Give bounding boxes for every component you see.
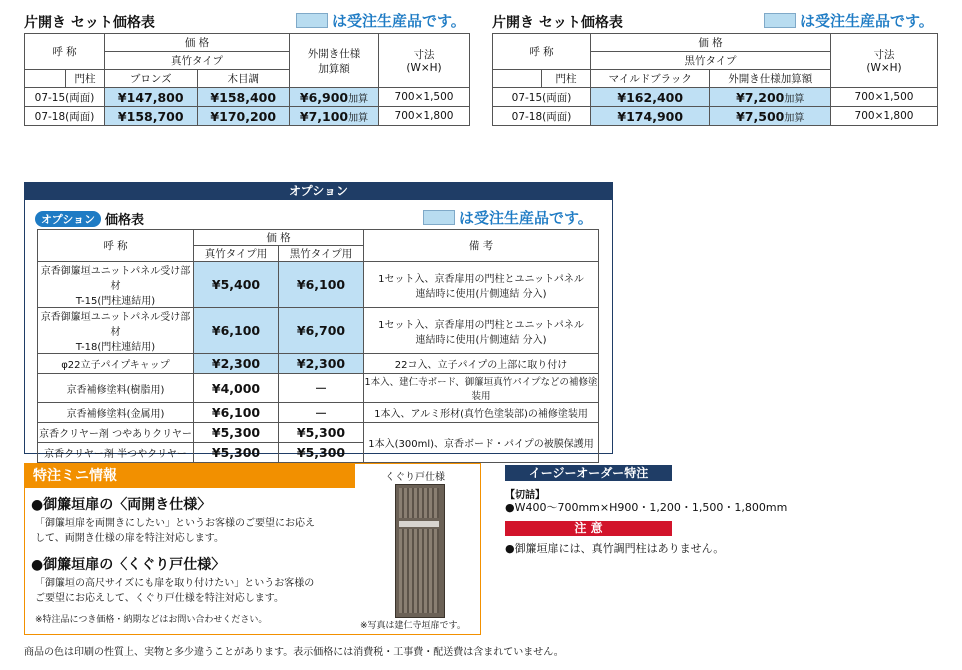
legend-swatch bbox=[764, 13, 796, 28]
legend-text: は受注生産品です。 bbox=[459, 209, 593, 227]
h-opt: 外開き仕様 加算額 bbox=[290, 34, 379, 88]
h-wood: 木目調 bbox=[197, 70, 290, 88]
table2-title: 片開き セット価格表 bbox=[492, 15, 623, 31]
h-type: 真竹タイプ bbox=[105, 52, 290, 70]
option-legend bbox=[423, 207, 593, 228]
h-note: 備 考 bbox=[364, 230, 599, 262]
mini-bar: 特注ミニ情報 bbox=[25, 464, 355, 488]
table1-legend bbox=[296, 10, 466, 31]
h-post: 門柱 bbox=[542, 70, 591, 88]
caution-bar: 注 意 bbox=[505, 521, 672, 536]
legend-text: は受注生産品です。 bbox=[332, 12, 466, 30]
table-row: 京香御簾垣ユニットパネル受け部材 T-18(門柱連結用) ¥6,100 ¥6,700 1セット入、京香扉用の門柱とユニットパネル 連結時に使用(片側連結 分入) bbox=[38, 308, 599, 354]
mini-text-2: 「御簾垣の高尺サイズにも扉を取り付けたい」というお客様の ご要望にお応えして、くぐり戸仕様を特注対応します。 bbox=[35, 578, 315, 604]
legend-text: は受注生産品です。 bbox=[800, 12, 934, 30]
h-black: マイルドブラック bbox=[591, 70, 710, 88]
h-price: 価 格 bbox=[591, 34, 831, 52]
table1 bbox=[24, 33, 470, 126]
table-row: 京香補修塗料(金属用) ¥6,100 － 1本入、アルミ形材(真竹色塗装部)の補修塗装用 bbox=[38, 403, 599, 423]
easy-bar: イージーオーダー特注 bbox=[505, 465, 672, 481]
h-size: 寸法 (W×H) bbox=[379, 34, 470, 88]
h-name: 呼 称 bbox=[38, 230, 194, 262]
option-bar: オプション bbox=[25, 183, 612, 200]
h-size: 寸法 (W×H) bbox=[831, 34, 938, 88]
option-pill: オプション bbox=[35, 211, 101, 227]
table-row: 07-18(両面) ¥174,900 ¥7,500加算 700×1,800 bbox=[493, 107, 938, 126]
door-photo bbox=[395, 484, 445, 618]
h-price: 価 格 bbox=[194, 230, 364, 246]
table2-legend bbox=[764, 10, 934, 31]
option-panel bbox=[24, 182, 613, 460]
mini-img-note: ※写真は建仁寺垣扉です。 bbox=[360, 621, 466, 631]
table-row: 京香クリヤー剤 つやありクリヤー ¥5,300 ¥5,300 1本入(300ml)、京香ボード・パイプの被膜保護用 bbox=[38, 423, 599, 443]
mini-heading-1: ●御簾垣扉の〈両開き仕様〉 bbox=[31, 497, 212, 513]
table-row: 07-15(両面) ¥162,400 ¥7,200加算 700×1,500 bbox=[493, 88, 938, 107]
mini-text-1: 「御簾垣扉を両開きにしたい」というお客様のご要望にお応え して、両開き仕様の扉を特注対応します。 bbox=[35, 518, 315, 544]
mini-img-caption: くぐり戸仕様 bbox=[385, 472, 445, 483]
h-kuro: 黒竹タイプ用 bbox=[279, 246, 364, 262]
h-mad: 真竹タイプ用 bbox=[194, 246, 279, 262]
table-row: 京香御簾垣ユニットパネル受け部材 T-15(門柱連結用) ¥5,400 ¥6,100 1セット入、京香扉用の門柱とユニットパネル 連結時に使用(片側連結 分入) bbox=[38, 262, 599, 308]
option-title: オプション 価格表 bbox=[35, 209, 144, 228]
table-row: φ22立子パイプキャップ ¥2,300 ¥2,300 22コ入、立子パイプの上部に取り付け bbox=[38, 354, 599, 374]
footer-note: 商品の色は印刷の性質上、実物と多少違うことがあります。表示価格には消費税・工事費・配送費は含まれていません。 bbox=[24, 647, 564, 658]
h-name: 呼 称 bbox=[493, 34, 591, 70]
caution-text: ●御簾垣扉には、真竹調門柱はありません。 bbox=[505, 542, 725, 555]
easy-text: ●W400～700mm×H900・1,200・1,500・1,800mm bbox=[505, 501, 788, 514]
h-bronze: ブロンズ bbox=[105, 70, 198, 88]
table2 bbox=[492, 33, 938, 126]
table-row: 07-18(両面) ¥158,700 ¥170,200 ¥7,100加算 700×1,800 bbox=[25, 107, 470, 126]
h-name: 呼 称 bbox=[25, 34, 105, 70]
mini-note: ※特注品につき価格・納期などはお問い合わせください。 bbox=[35, 615, 268, 625]
mini-heading-2: ●御簾垣扉の〈くぐり戸仕様〉 bbox=[31, 557, 226, 573]
option-table bbox=[37, 229, 599, 463]
table-row: 07-15(両面) ¥147,800 ¥158,400 ¥6,900加算 700×1,500 bbox=[25, 88, 470, 107]
easy-label: 【切詰】 bbox=[505, 490, 545, 501]
h-opt: 外開き仕様加算額 bbox=[710, 70, 831, 88]
legend-swatch bbox=[423, 210, 455, 225]
h-post: 門柱 bbox=[66, 70, 105, 88]
h-price: 価 格 bbox=[105, 34, 290, 52]
table-row: 京香補修塗料(樹脂用) ¥4,000 － 1本入、建仁寺ボード、御簾垣真竹パイプなどの補修塗装用 bbox=[38, 374, 599, 403]
table-row: 京香クリヤー剤 半つやクリヤー ¥5,300 ¥5,300 bbox=[38, 443, 599, 463]
mini-panel bbox=[24, 463, 481, 635]
h-type: 黒竹タイプ bbox=[591, 52, 831, 70]
legend-swatch bbox=[296, 13, 328, 28]
table1-title: 片開き セット価格表 bbox=[24, 15, 155, 31]
